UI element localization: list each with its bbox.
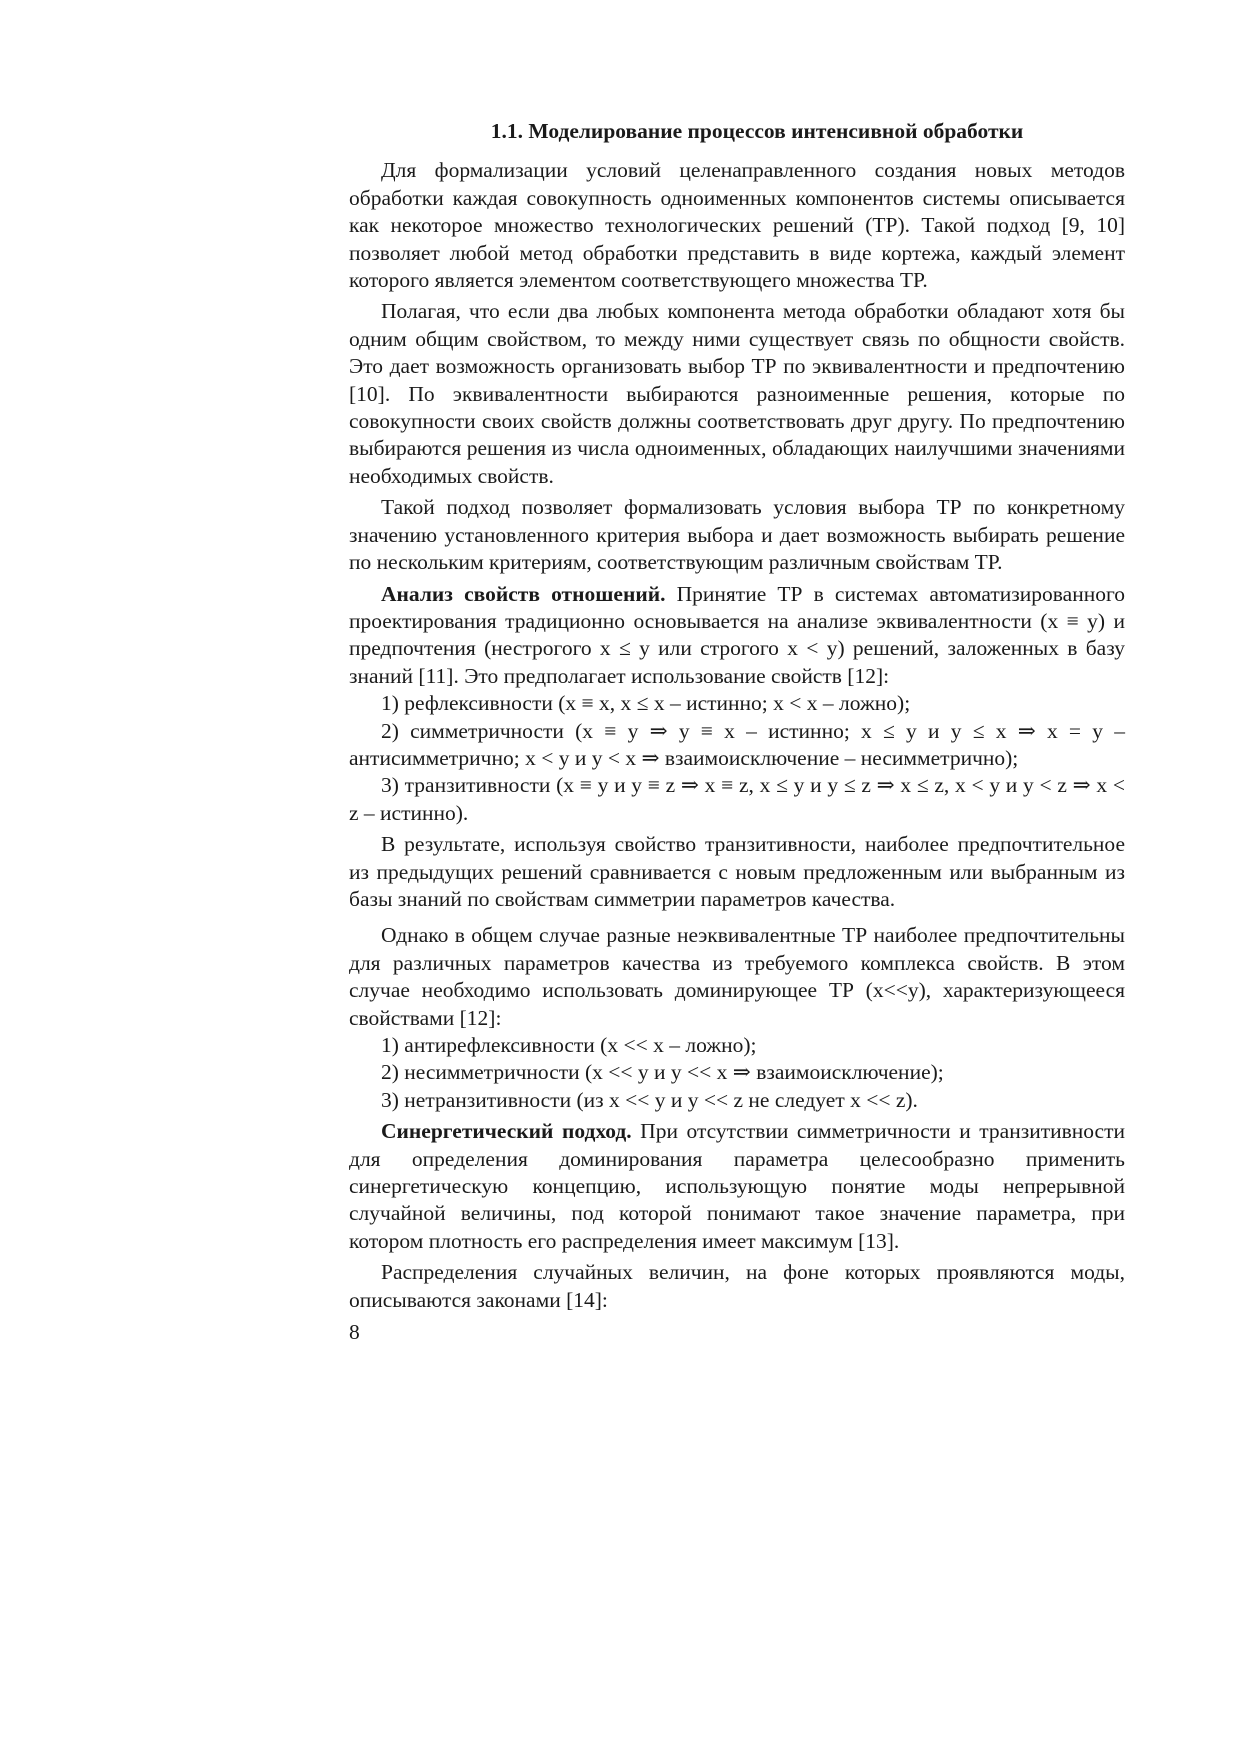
paragraph-lead: Анализ свойств отношений. <box>381 581 666 606</box>
paragraph: Однако в общем случае разные неэквивалентные ТР наиболее предпочтительны для различных параметров качества из требуемого комплекса свойств. В этом случае необходимо использовать доминирующее ТР (x<<y), характеризующееся свойствами [12]: <box>349 923 1125 1030</box>
list-item: 3) нетранзитивности (из x << y и y << z не следует x << z). <box>381 1087 918 1112</box>
paragraph: В результате, используя свойство транзитивности, наиболее предпочтительное из предыдущих решений сравнивается с новым предложенным или выбранным из базы знаний по свойствам симметрии параметров качества. <box>349 832 1125 911</box>
paragraph-text: При отсутствии симметричности и транзитивности для определения доминирования параметра целесообразно применить синергетическую концепцию, использующую понятие моды непрерывной случайной величины, под которой понимают такое значение параметра, при котором плотность его распределения имеет максимум [13]. <box>349 1119 1125 1253</box>
paragraph: Такой подход позволяет формализовать условия выбора ТР по конкретному значению установленного критерия выбора и дает возможность выбирать решение по нескольким критериям, соответствующим различным свойствам ТР. <box>349 495 1125 575</box>
list-item: 1) антирефлексивности (x << x – ложно); <box>381 1033 757 1057</box>
list-item: 1) рефлексивности (x ≡ x, x ≤ x – истинно; x < x – ложно); <box>381 691 911 716</box>
paragraph: Для формализации условий целенаправленного создания новых методов обработки каждая совокупность одноименных компонентов системы описывается как некоторое множество технологических решений (ТР). Такой подход [9, 10] позволяет любой метод обработки представить в виде кортежа, каждый элемент которого является элементом соответствующего множества ТР. <box>349 158 1125 293</box>
paragraph-lead: Синергетический подход. <box>381 1119 632 1144</box>
paragraph-text: Принятие ТР в системах автоматизированного проектирования традиционно основывается на анализе эквивалентности (x ≡ y) и предпочтения (нестрогого x ≤ y или строгого x < y) решений, заложенных в базу знаний [11]. Это предполагает использование свойств [12]: <box>349 581 1125 688</box>
list-item: 2) несимметричности (x << y и y << x ⇒ взаимоисключение); <box>381 1060 944 1085</box>
paragraph: Распределения случайных величин, на фоне которых проявляются моды, описываются законами [14]: <box>349 1260 1125 1312</box>
section-title: 1.1. Моделирование процессов интенсивной обработки <box>490 119 1024 143</box>
paragraph <box>349 1118 1125 1255</box>
paragraph <box>349 581 1125 691</box>
list-item: 2) симметричности (x ≡ y ⇒ y ≡ x – истинно; x ≤ y и y ≤ x ⇒ x = y – антисимметрично; x < y и y < x ⇒ взаимоисключение – несимметрично); <box>349 718 1125 770</box>
list-item: 3) транзитивности (x ≡ y и y ≡ z ⇒ x ≡ z, x ≤ y и y ≤ z ⇒ x ≤ z, x < y и y < z ⇒ x < z – истинно). <box>349 773 1125 825</box>
page-body <box>349 118 1125 1314</box>
page-number: 8 <box>349 1320 360 1344</box>
paragraph: Полагая, что если два любых компонента метода обработки обладают хотя бы одним общим свойством, то между ними существует связь по общности свойств. Это дает возможность организовать выбор ТР по эквивалентности и предпочтению [10]. По эквивалентности выбираются разноименные решения, которые по совокупности своих свойств должны соответствовать друг другу. По предпочтению выбираются решения из числа одноименных, обладающих наилучшими значениями необходимых свойств. <box>349 299 1125 488</box>
